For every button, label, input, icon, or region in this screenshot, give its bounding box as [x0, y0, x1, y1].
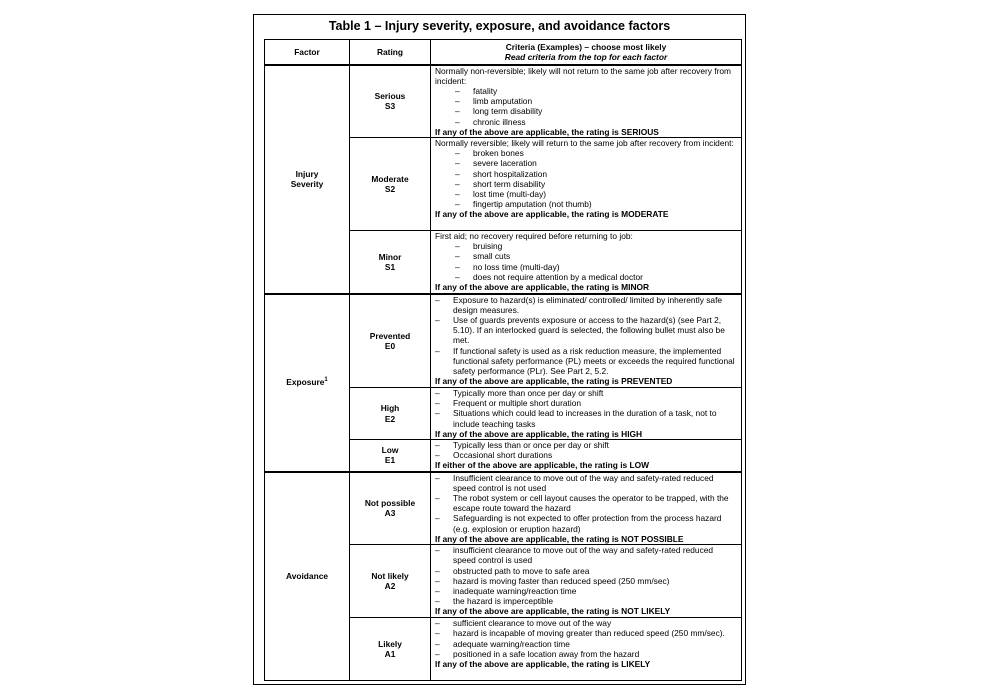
rating-low-code: E1	[384, 455, 396, 466]
criteria-minor-conclusion: If any of the above are applicable, the rating is MINOR	[435, 282, 650, 293]
rating-high	[350, 388, 431, 440]
criteria-high	[431, 388, 742, 440]
header-criteria	[431, 40, 742, 65]
rating-low-name: Low	[381, 445, 399, 456]
rating-serious-name: Serious	[374, 91, 406, 102]
rating-high-name: High	[380, 403, 400, 414]
criteria-low-list	[435, 440, 738, 460]
criteria-moderate-intro: Normally reversible; likely will return to the same job after recovery from incident:	[435, 138, 734, 148]
list-item: – hazard is moving faster than reduced speed (250 mm/sec)	[435, 576, 738, 586]
criteria-prevented-conclusion: If any of the above are applicable, the rating is PREVENTED	[435, 376, 673, 387]
rating-moderate-name: Moderate	[371, 173, 409, 184]
list-item: – Safeguarding is not expected to offer protection from the process hazard (e.g. explosion or eruption hazard)	[435, 513, 738, 533]
list-item: – obstructed path to move to safe area	[435, 566, 738, 576]
criteria-serious-intro: Normally non-reversible; likely will not return to the same job after recovery from incident:	[435, 65, 732, 86]
criteria-prevented	[431, 294, 742, 388]
rating-likely	[350, 618, 431, 681]
criteria-minor-list	[435, 241, 738, 282]
footnote-marker: 1	[324, 377, 328, 384]
rating-serious-code: S3	[384, 101, 396, 112]
factor-exposure	[265, 294, 350, 472]
list-item: – hazard is incapable of moving greater than reduced speed (250 mm/sec).	[435, 628, 738, 638]
factor-exposure-label: Exposure	[286, 377, 325, 388]
criteria-serious-conclusion: If any of the above are applicable, the rating is SERIOUS	[435, 126, 659, 137]
list-item: – Insufficient clearance to move out of the way and safety-rated reduced speed control is not used	[435, 473, 738, 493]
header-criteria-line2: Read criteria from the top for each factor	[504, 51, 668, 62]
factor-injury-line1: Injury	[295, 168, 319, 179]
rating-prevented-code: E0	[384, 340, 396, 351]
criteria-not-likely-conclusion: If any of the above are applicable, the rating is NOT LIKELY	[435, 606, 671, 617]
criteria-minor-intro: First aid; no recovery required before returning to job:	[435, 231, 633, 241]
document-page	[253, 14, 746, 685]
header-criteria-line1: Criteria (Examples) – choose most likely	[505, 41, 667, 52]
list-item: – no loss time (multi-day)	[455, 262, 738, 272]
list-item: – The robot system or cell layout causes the operator to be trapped, with the escape route toward the hazard	[435, 493, 738, 513]
list-item: – bruising	[455, 241, 738, 251]
rating-serious	[350, 65, 431, 138]
criteria-not-likely-list	[435, 545, 738, 606]
criteria-likely	[431, 618, 742, 681]
criteria-serious-list	[435, 86, 738, 127]
criteria-high-conclusion: If any of the above are applicable, the rating is HIGH	[435, 428, 643, 439]
list-item: – does not require attention by a medical doctor	[455, 272, 738, 282]
rating-not-possible	[350, 472, 431, 545]
list-item: – Frequent or multiple short duration	[435, 398, 738, 408]
criteria-not-possible	[431, 472, 742, 545]
rating-prevented	[350, 294, 431, 388]
list-item: – inadequate warning/reaction time	[435, 586, 738, 596]
criteria-low	[431, 440, 742, 472]
list-item: – chronic illness	[455, 117, 738, 127]
list-item: – limb amputation	[455, 96, 738, 106]
criteria-high-list	[435, 388, 738, 429]
list-item: – severe laceration	[455, 158, 738, 168]
criteria-low-conclusion: If either of the above are applicable, the rating is LOW	[435, 460, 650, 471]
rating-minor	[350, 231, 431, 294]
factor-injury-line2: Severity	[290, 179, 324, 189]
list-item: – insufficient clearance to move out of the way and safety-rated reduced speed control is used	[435, 545, 738, 565]
criteria-not-possible-conclusion: If any of the above are applicable, the rating is NOT POSSIBLE	[435, 533, 684, 544]
rating-minor-code: S1	[384, 261, 396, 272]
criteria-serious	[431, 65, 742, 138]
list-item: – Exposure to hazard(s) is eliminated/ controlled/ limited by inherently safe design measures.	[435, 295, 738, 315]
list-item: – short hospitalization	[455, 169, 738, 179]
list-item: – Occasional short durations	[435, 450, 738, 460]
criteria-not-possible-list	[435, 473, 738, 534]
list-item: – adequate warning/reaction time	[435, 639, 738, 649]
rating-prevented-name: Prevented	[369, 330, 411, 341]
rating-not-possible-name: Not possible	[364, 498, 416, 509]
header-rating: Rating	[350, 40, 431, 65]
rating-low	[350, 440, 431, 472]
rating-likely-code: A1	[384, 649, 396, 660]
criteria-moderate	[431, 138, 742, 231]
rating-moderate-code: S2	[384, 184, 396, 194]
criteria-likely-list	[435, 618, 738, 659]
list-item: – sufficient clearance to move out of the way	[435, 618, 738, 628]
factor-avoidance: Avoidance	[265, 472, 350, 681]
list-item: – Situations which could lead to increases in the duration of a task, not to include teaching tasks	[435, 408, 738, 428]
rating-likely-name: Likely	[378, 638, 402, 649]
list-item: – the hazard is imperceptible	[435, 596, 738, 606]
factor-injury-severity	[265, 65, 350, 294]
rating-high-code: E2	[384, 413, 396, 424]
rating-not-likely-code: A2	[384, 581, 396, 592]
header-factor: Factor	[265, 40, 350, 65]
criteria-prevented-list	[435, 295, 738, 377]
rating-not-likely	[350, 545, 431, 618]
list-item: – fatality	[455, 86, 738, 96]
rating-not-likely-name: Not likely	[371, 570, 409, 581]
criteria-moderate-list	[435, 148, 738, 209]
risk-factor-table	[264, 39, 742, 681]
list-item: – lost time (multi-day)	[455, 189, 738, 199]
list-item: – broken bones	[455, 148, 738, 158]
criteria-moderate-conclusion: If any of the above are applicable, the rating is MODERATE	[435, 209, 669, 220]
list-item: – small cuts	[455, 251, 738, 261]
list-item: – If functional safety is used as a risk reduction measure, the implemented functional safety performance (PL) meets or exceeds the required functional safety performance (PLr). See Part 2, 5.2.	[435, 346, 738, 377]
rating-not-possible-code: A3	[384, 508, 396, 519]
list-item: – Typically more than once per day or shift	[435, 388, 738, 398]
list-item: – Use of guards prevents exposure or access to the hazard(s) (see Part 2, 5.10). If an interlocked guard is selected, the following bullet must also be met.	[435, 315, 738, 346]
list-item: – long term disability	[455, 106, 738, 116]
list-item: – Typically less than or once per day or shift	[435, 440, 738, 450]
criteria-not-likely	[431, 545, 742, 618]
criteria-likely-conclusion: If any of the above are applicable, the rating is LIKELY	[435, 658, 651, 669]
rating-minor-name: Minor	[378, 251, 402, 262]
criteria-minor	[431, 231, 742, 294]
rating-moderate	[350, 138, 431, 231]
list-item: – positioned in a safe location away from the hazard	[435, 649, 738, 659]
list-item: – short term disability	[455, 179, 738, 189]
table-title: Table 1 – Injury severity, exposure, and avoidance factors	[328, 19, 671, 33]
list-item: – fingertip amputation (not thumb)	[455, 199, 738, 209]
